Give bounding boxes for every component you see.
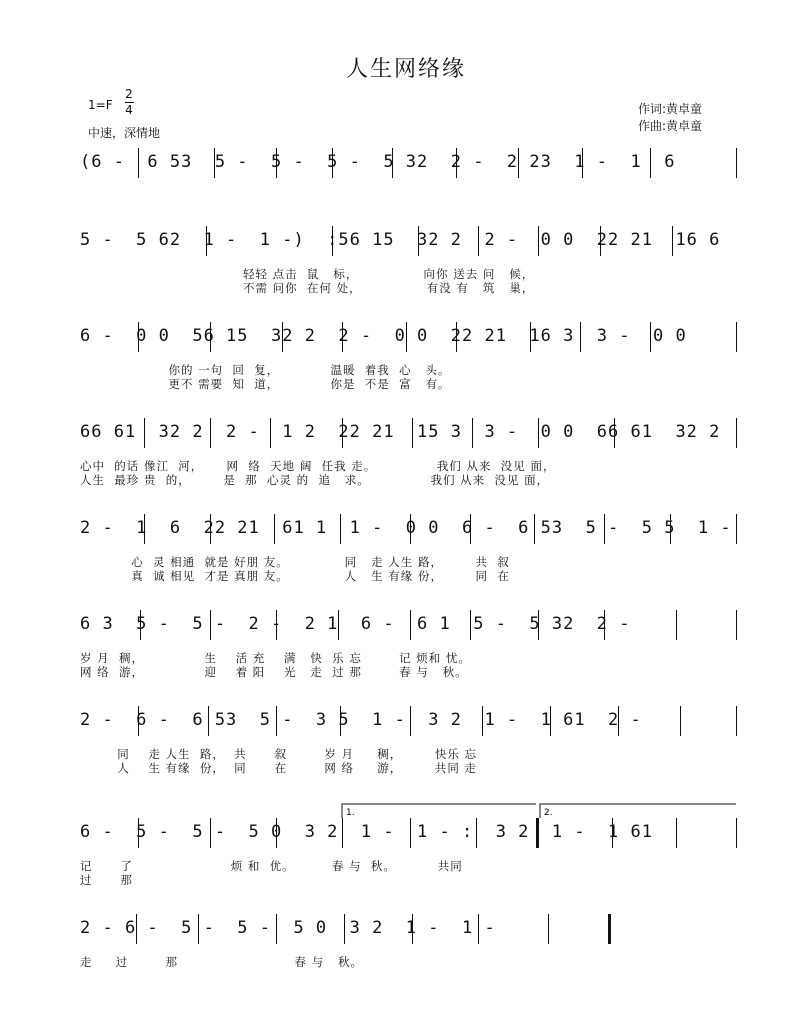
- barline: [274, 514, 275, 544]
- lyric-verse-1: 你的 一句 回 复， 温暖 着我 心 头。: [80, 363, 451, 377]
- song-title: 人生网络缘: [345, 57, 466, 82]
- barline: [332, 226, 333, 256]
- barline: [412, 914, 413, 944]
- barline: [618, 706, 619, 736]
- barline: [412, 418, 413, 448]
- barline: [680, 706, 681, 736]
- barline: [144, 418, 145, 448]
- score-row-7: [80, 706, 740, 775]
- barline: [736, 514, 737, 544]
- score-row-6: [80, 610, 740, 679]
- score-row-3: [80, 322, 740, 391]
- lyric-verse-1: 轻轻 点击 鼠 标， 向你 送去 问 候，: [80, 267, 535, 281]
- barline: [456, 148, 457, 178]
- barline: [140, 610, 141, 640]
- score-row-4: [80, 418, 740, 487]
- barline: [340, 706, 341, 736]
- barline: [604, 514, 605, 544]
- barline: [276, 706, 277, 736]
- lyric-verse-1: 同 走 人生 路， 共 叙 岁 月 稠， 快乐 忘: [80, 747, 477, 761]
- barline: [472, 418, 473, 448]
- lyric-verse-2: 人生 最珍 贵 的， 是 那 心灵 的 追 求。 我们 从来 没见 面，: [80, 473, 550, 487]
- barline: [550, 706, 551, 736]
- barline: [392, 148, 393, 178]
- lyric-verse-1: 走 过 那 春 与 秋。: [80, 955, 364, 969]
- barline: [538, 418, 539, 448]
- barline: [282, 322, 283, 352]
- barline: [650, 322, 651, 352]
- time-signature-bottom: 4: [125, 103, 133, 117]
- barline: [342, 418, 343, 448]
- barline: [676, 818, 677, 848]
- score-row-9: [80, 914, 740, 969]
- lyric-verse-2: 真 诚 相见 才是 真朋 友。 人 生 有缘 份， 同 在: [80, 569, 510, 583]
- barline: [614, 418, 615, 448]
- barline: [340, 514, 341, 544]
- lyric-verse-2: 更不 需要 知 道， 你是 不是 富 有。: [80, 377, 451, 391]
- lyric-verse-1: 心 灵 相通 就是 好朋 友。 同 走 人生 路， 共 叙: [80, 555, 510, 569]
- barline: [136, 914, 137, 944]
- barline: [476, 818, 477, 848]
- barline: [676, 610, 677, 640]
- lyric-verse-1: 心中 的话 像江 河， 网 络 天地 阔 任我 走。 我们 从来 没见 面，: [80, 459, 556, 473]
- barline: [276, 148, 277, 178]
- lyric-verse-2: 过 那: [80, 873, 133, 887]
- barline: [736, 322, 737, 352]
- notation-line: 2 - 1 6 22 21 61 1 1 - 0 0 6 - 6 53 5 - 5 5 1 -: [80, 518, 732, 538]
- barline: [410, 706, 411, 736]
- score-row-1: [80, 148, 740, 182]
- barline: [406, 322, 407, 352]
- barline: [276, 914, 277, 944]
- notation-line: 5 - 5 62 1 - 1 -) :56 15 32 2 2 - 0 0 22 21 16 6: [80, 230, 721, 250]
- barline: [410, 514, 411, 544]
- barline: [478, 914, 479, 944]
- barline: [214, 148, 215, 178]
- notation-line: 2 - 6 - 5 - 5 - 5 0 3 2 1 - 1 -: [80, 918, 496, 938]
- barline: [470, 610, 471, 640]
- time-signature: [124, 88, 134, 117]
- barline: [736, 148, 737, 178]
- barline: [210, 818, 211, 848]
- barline: [470, 514, 471, 544]
- score-row-8: [80, 808, 740, 887]
- barline: [138, 322, 139, 352]
- barline: [672, 226, 673, 256]
- volta-1-label: 1.: [346, 808, 355, 818]
- barline: [138, 148, 139, 178]
- notation-line: 6 3 5 - 5 - 2 - 2 1 6 - 6 1 5 - 5 32 2 -: [80, 614, 631, 634]
- score-row-5: [80, 514, 740, 583]
- barline: [138, 818, 139, 848]
- barline: [650, 148, 651, 178]
- barline: [548, 914, 549, 944]
- final-barline: [608, 914, 611, 944]
- notation-line: 2 - 6 - 6 53 5 - 3 5 1 - 3 2 1 - 1 61 2 -: [80, 710, 642, 730]
- barline: [208, 706, 209, 736]
- barline: [530, 322, 531, 352]
- notation-line: (6 - 6 53 5 - 5 - 5 - 5 32 2 - 2 23 1 - 1 6: [80, 152, 676, 172]
- barline: [604, 610, 605, 640]
- barline: [580, 322, 581, 352]
- barline: [138, 706, 139, 736]
- barline: [276, 818, 277, 848]
- barline: [670, 514, 671, 544]
- barline: [736, 418, 737, 448]
- barline: [418, 226, 419, 256]
- lyric-verse-1: 记 了 烦 和 优。 春 与 秋。 共同: [80, 859, 463, 873]
- lyricist-credit: 作词:黄卓童: [638, 102, 703, 116]
- barline: [538, 610, 539, 640]
- barline: [534, 514, 535, 544]
- barline: [482, 706, 483, 736]
- lyric-verse-2: 网 络 游， 迎 着 阳 光 走 过 那 春 与 秋。: [80, 665, 468, 679]
- barline: [276, 610, 277, 640]
- barline: [210, 418, 211, 448]
- barline: [736, 610, 737, 640]
- barline: [342, 818, 343, 848]
- barline: [210, 514, 211, 544]
- lyric-verse-2: 人 生 有缘 份， 同 在 网 络 游， 共同 走: [80, 761, 477, 775]
- time-signature-top: 2: [125, 87, 133, 101]
- barline: [332, 148, 333, 178]
- barline: [456, 322, 457, 352]
- notation-line: 66 61 32 2 2 - 1 2 22 21 15 3 3 - 0 0 66 61 32 2: [80, 422, 721, 442]
- barline: [538, 226, 539, 256]
- barline: [206, 226, 207, 256]
- repeat-end-barline: [536, 818, 539, 848]
- barline: [410, 818, 411, 848]
- barline: [344, 914, 345, 944]
- lyric-verse-2: 不需 问你 在何 处， 有没 有 筑 巢，: [80, 281, 535, 295]
- tempo-marking: 中速，深情地: [88, 126, 161, 140]
- composer-credit: 作曲:黄卓童: [638, 119, 703, 133]
- barline: [342, 322, 343, 352]
- barline: [338, 610, 339, 640]
- barline: [582, 148, 583, 178]
- barline: [600, 226, 601, 256]
- notation-line: 6 - 0 0 56 15 32 2 2 - 0 0 22 21 16 3 3 - 0 0: [80, 326, 687, 346]
- barline: [270, 418, 271, 448]
- barline: [210, 322, 211, 352]
- barline: [198, 914, 199, 944]
- lyric-verse-1: 岁 月 稠， 生 活 充 满 快 乐 忘 记 烦和 忧。: [80, 651, 471, 665]
- volta-2-label: 2.: [544, 808, 553, 818]
- barline: [410, 610, 411, 640]
- barline: [736, 706, 737, 736]
- barline: [478, 226, 479, 256]
- key-signature: 1=F: [88, 98, 113, 112]
- barline: [210, 610, 211, 640]
- notation-line: 6 - 5 - 5 - 5 0 3 2 1 - 1 - : 3 2 1 - 1 61: [80, 822, 653, 842]
- barline: [144, 514, 145, 544]
- score-row-2: [80, 226, 740, 295]
- barline: [612, 818, 613, 848]
- barline: [736, 818, 737, 848]
- barline: [518, 148, 519, 178]
